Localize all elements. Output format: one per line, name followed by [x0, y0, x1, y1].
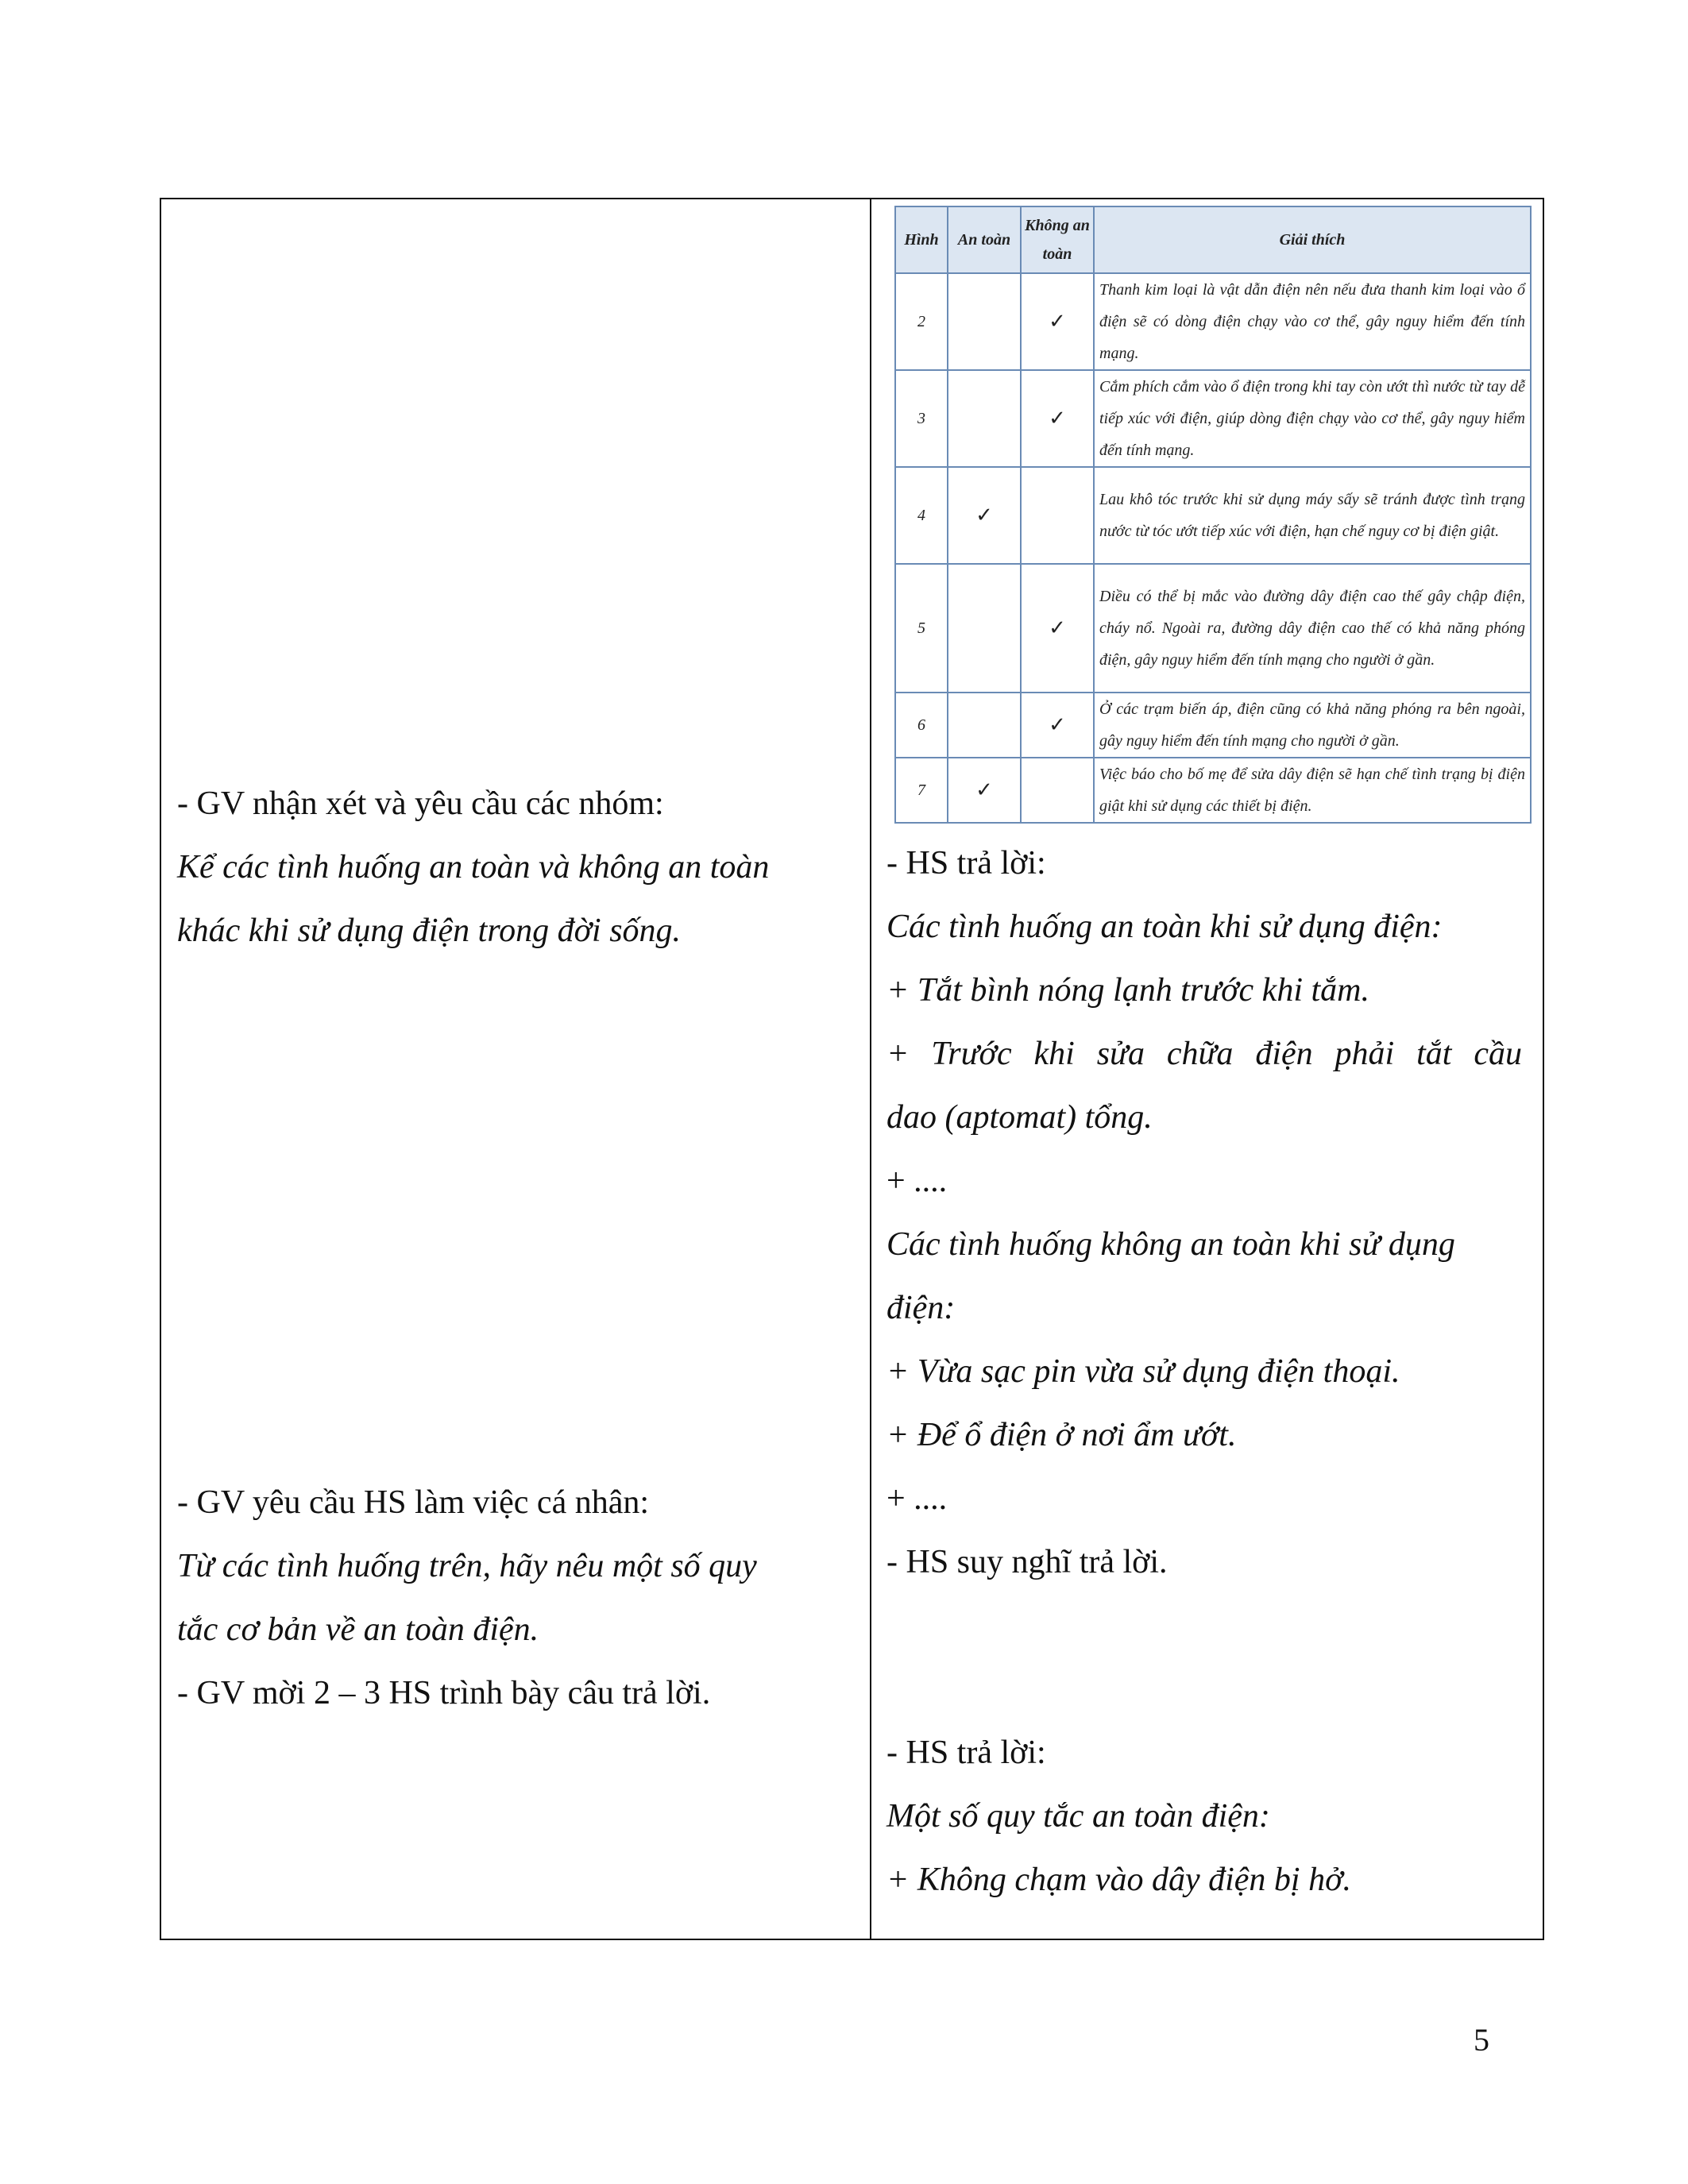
cell-an-toan	[948, 693, 1021, 758]
table-row	[895, 467, 1531, 564]
cell-giai-thich: Lau khô tóc trước khi sử dụng máy sấy sẽ tránh được tình trạng nước từ tóc ướt tiếp xúc với điện, hạn chế nguy cơ bị điện giật.	[1094, 467, 1531, 564]
left-text: - GV yêu cầu HS làm việc cá nhân:	[177, 1484, 650, 1521]
cell-khong-an-toan	[1021, 467, 1094, 564]
left-text: Từ các tình huống trên, hãy nêu một số quy	[177, 1548, 757, 1584]
cell-khong-an-toan: ✓	[1021, 370, 1094, 467]
right-text: Các tình huống không an toàn khi sử dụng	[886, 1226, 1455, 1263]
cell-khong-an-toan: ✓	[1021, 564, 1094, 693]
right-text: + Tắt bình nóng lạnh trước khi tắm.	[886, 972, 1369, 1009]
cell-khong-an-toan: ✓	[1021, 693, 1094, 758]
cell-giai-thich: Thanh kim loại là vật dẫn điện nên nếu đưa thanh kim loại vào ổ điện sẽ có dòng điện chạy vào cơ thể, gây nguy hiểm đến tính mạng.	[1094, 273, 1531, 370]
cell-giai-thich: Việc báo cho bố mẹ để sửa dây điện sẽ hạn chế tình trạng bị điện giật khi sử dụng các thiết bị điện.	[1094, 758, 1531, 823]
cell-khong-an-toan: ✓	[1021, 273, 1094, 370]
cell-hinh: 6	[895, 693, 948, 758]
cell-an-toan: ✓	[948, 758, 1021, 823]
table-row	[895, 370, 1531, 467]
left-text: Kể các tình huống an toàn và không an toàn	[177, 849, 770, 886]
left-text: - GV nhận xét và yêu cầu các nhóm:	[177, 785, 664, 822]
header-khong-an-toan: Không an toàn	[1021, 206, 1094, 273]
cell-hinh: 4	[895, 467, 948, 564]
left-text: - GV mời 2 – 3 HS trình bày câu trả lời.	[177, 1675, 711, 1711]
cell-hinh: 7	[895, 758, 948, 823]
cell-khong-an-toan	[1021, 758, 1094, 823]
cell-hinh: 5	[895, 564, 948, 693]
table-row	[895, 693, 1531, 758]
column-divider	[870, 199, 871, 1939]
right-text: Các tình huống an toàn khi sử dụng điện:	[886, 909, 1443, 945]
header-an-toan: An toàn	[948, 206, 1021, 273]
right-text: + ....	[886, 1163, 948, 1199]
cell-giai-thich: Diều có thể bị mắc vào đường dây điện cao thế gây chập điện, cháy nổ. Ngoài ra, đường dây điện cao thế có khả năng phóng điện, gây nguy hiểm đến tính mạng cho người ở gần.	[1094, 564, 1531, 693]
cell-an-toan: ✓	[948, 467, 1021, 564]
header-hinh: Hình	[895, 206, 948, 273]
cell-an-toan	[948, 370, 1021, 467]
cell-hinh: 2	[895, 273, 948, 370]
cell-giai-thich: Ở các trạm biến áp, điện cũng có khả năng phóng ra bên ngoài, gây nguy hiểm đến tính mạng cho người ở gần.	[1094, 693, 1531, 758]
cell-an-toan	[948, 273, 1021, 370]
right-text: + Trước khi sửa chữa điện phải tắt cầu	[886, 1036, 1522, 1072]
left-text: tắc cơ bản về an toàn điện.	[177, 1611, 539, 1648]
table-row	[895, 758, 1531, 823]
right-text: + ....	[886, 1480, 948, 1517]
table-row	[895, 273, 1531, 370]
left-text: khác khi sử dụng điện trong đời sống.	[177, 913, 682, 949]
cell-hinh: 3	[895, 370, 948, 467]
cell-an-toan	[948, 564, 1021, 693]
page-number: 5	[1474, 2022, 1489, 2058]
right-text: - HS suy nghĩ trả lời.	[886, 1544, 1168, 1580]
right-text: - HS trả lời:	[886, 1734, 1046, 1771]
right-text: - HS trả lời:	[886, 845, 1046, 882]
right-text: điện:	[886, 1290, 956, 1326]
content-table	[160, 198, 1544, 1940]
right-text: + Vừa sạc pin vừa sử dụng điện thoại.	[886, 1353, 1400, 1390]
right-text: dao (aptomat) tổng.	[886, 1099, 1153, 1136]
right-text: Một số quy tắc an toàn điện:	[886, 1798, 1270, 1835]
safety-table	[894, 206, 1532, 824]
cell-giai-thich: Cắm phích cắm vào ổ điện trong khi tay còn ướt thì nước từ tay dễ tiếp xúc với điện, giúp dòng điện chạy vào cơ thể, gây nguy hiểm đến tính mạng.	[1094, 370, 1531, 467]
table-row	[895, 564, 1531, 693]
header-giai-thich: Giải thích	[1094, 206, 1531, 273]
right-text: + Để ổ điện ở nơi ẩm ướt.	[886, 1417, 1237, 1453]
right-text: + Không chạm vào dây điện bị hở.	[886, 1862, 1352, 1898]
